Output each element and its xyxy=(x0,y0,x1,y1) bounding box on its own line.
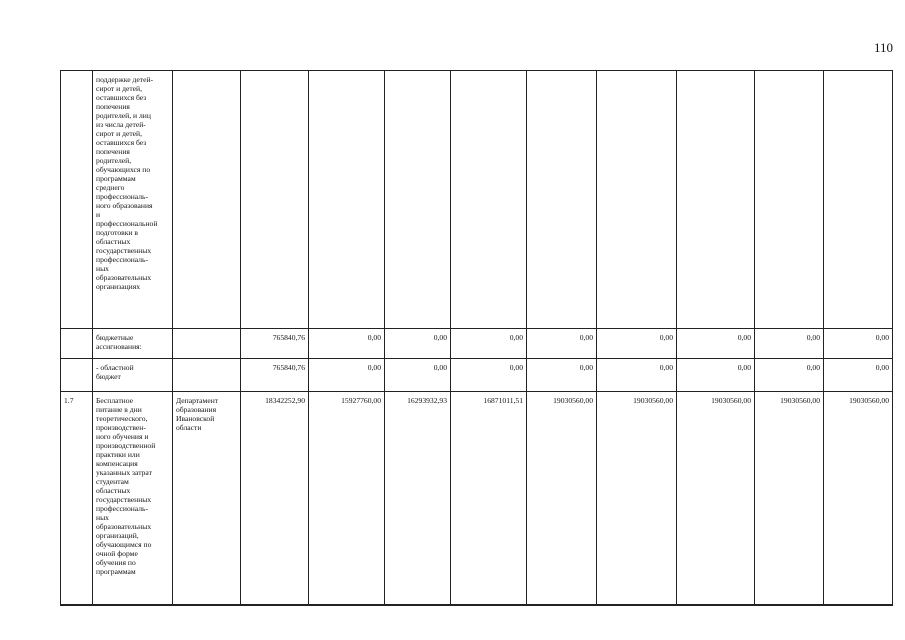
row-value: 19030560,00 xyxy=(527,392,597,605)
row-value: 0,00 xyxy=(755,359,824,392)
row-value xyxy=(385,71,451,329)
row-value: 0,00 xyxy=(677,359,755,392)
row-name: - областной бюджет xyxy=(93,359,173,392)
page-number: 110 xyxy=(873,40,893,55)
row-value: 0,00 xyxy=(824,329,893,359)
row-executor: Департамент образования Ивановской области xyxy=(173,392,241,605)
row-value: 19030560,00 xyxy=(755,392,824,605)
row-value: 0,00 xyxy=(527,359,597,392)
row-index xyxy=(61,359,93,392)
row-value xyxy=(241,71,309,329)
row-value xyxy=(309,71,385,329)
row-index: 1.7 xyxy=(61,392,93,605)
row-executor xyxy=(173,359,241,392)
row-executor xyxy=(173,329,241,359)
row-value xyxy=(824,71,893,329)
row-value: 15927760,00 xyxy=(309,392,385,605)
row-name: Бесплатное питание в дни теоретического, производствен- ного обучения и производственной практики или компенсация указанных затрат студентам областных государственных профессиональ- ных образовательных организаций, обучающимся по очной форме обучения по программам xyxy=(93,392,173,605)
row-value: 0,00 xyxy=(597,359,677,392)
row-value xyxy=(755,71,824,329)
row-value: 0,00 xyxy=(824,359,893,392)
row-index xyxy=(61,329,93,359)
row-value: 765840,76 xyxy=(241,329,309,359)
row-value: 0,00 xyxy=(385,359,451,392)
row-value: 0,00 xyxy=(677,329,755,359)
row-value xyxy=(527,71,597,329)
row-value: 16871011,51 xyxy=(451,392,527,605)
row-value: 0,00 xyxy=(385,329,451,359)
row-value xyxy=(451,71,527,329)
budget-table xyxy=(60,70,893,606)
row-value: 18342252,90 xyxy=(241,392,309,605)
row-value: 0,00 xyxy=(527,329,597,359)
row-value: 0,00 xyxy=(309,359,385,392)
row-value: 19030560,00 xyxy=(597,392,677,605)
row-index xyxy=(61,71,93,329)
table-row xyxy=(61,359,893,392)
row-name: поддержке детей- сирот и детей, оставшихся без попечения родителей, и лиц из числа детей- сирот и детей, оставшихся без попечения родителей, обучающихся по программам среднего профессиональ- ного образования и профессиональной подготовки в областных государственных профессиональ- ных образовательных организациях xyxy=(93,71,173,329)
row-value: 16293932,93 xyxy=(385,392,451,605)
row-value: 0,00 xyxy=(755,329,824,359)
table-row xyxy=(61,71,893,329)
row-value: 19030560,00 xyxy=(824,392,893,605)
table-row xyxy=(61,392,893,605)
row-value: 19030560,00 xyxy=(677,392,755,605)
row-value: 0,00 xyxy=(451,359,527,392)
row-value: 0,00 xyxy=(309,329,385,359)
row-name: бюджетные ассигнования: xyxy=(93,329,173,359)
table-row xyxy=(61,329,893,359)
row-value xyxy=(597,71,677,329)
row-value: 765840,76 xyxy=(241,359,309,392)
row-value: 0,00 xyxy=(451,329,527,359)
row-value xyxy=(677,71,755,329)
row-executor xyxy=(173,71,241,329)
row-value: 0,00 xyxy=(597,329,677,359)
